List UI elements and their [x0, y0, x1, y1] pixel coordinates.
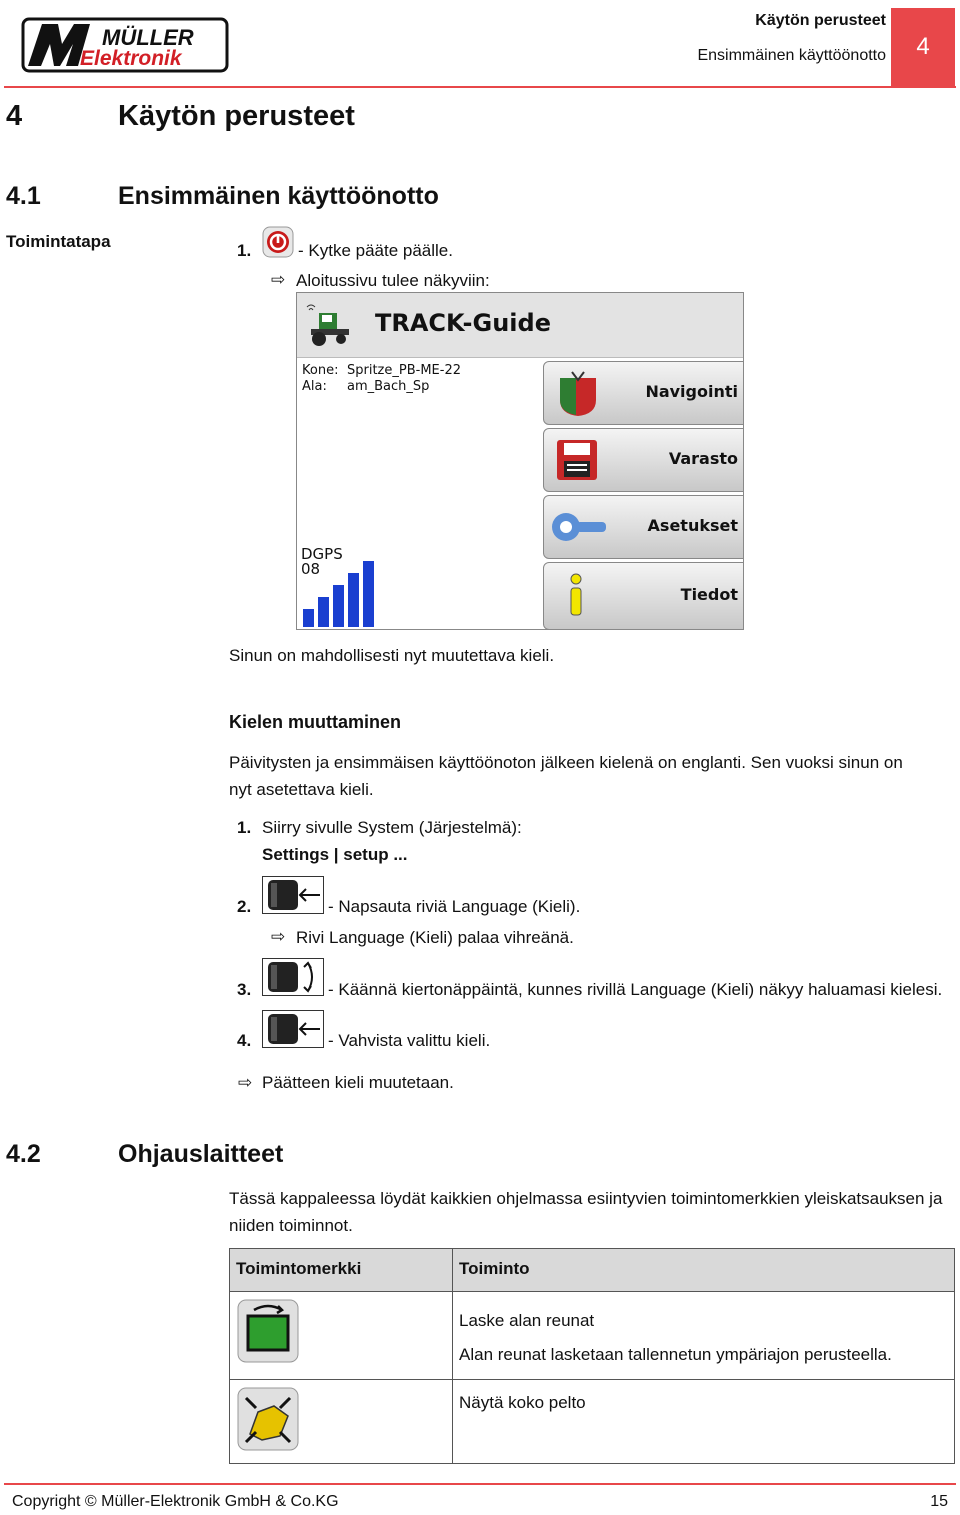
wrench-icon	[550, 508, 608, 546]
rotary-knob-press-icon	[262, 876, 324, 914]
menu-button-label: Asetukset	[647, 516, 738, 535]
section-intro: Tässä kappaleessa löydät kaikkien ohjelmassa esiintyvien toimintomerkkien yleiskatsauksen ja niiden toiminnot.	[229, 1189, 943, 1235]
footer-rule	[4, 1483, 956, 1485]
signal-bar	[333, 585, 344, 627]
tractor-icon	[305, 301, 355, 349]
step-number: 2.	[237, 897, 252, 916]
step-text: - Käännä kiertonäppäintä, kunnes rivillä Language (Kieli) näkyy haluamasi kielesi.	[328, 980, 943, 999]
field-boundary-icon	[236, 1298, 300, 1364]
final-result-text: Päätteen kieli muutetaan.	[262, 1073, 454, 1092]
signal-bar	[363, 561, 374, 627]
menu-button-varasto[interactable]	[543, 428, 744, 492]
step-number: 1.	[237, 241, 252, 260]
result-arrow-icon: ⇨	[271, 270, 286, 289]
language-heading: Kielen muuttaminen	[229, 712, 402, 732]
signal-bar	[318, 597, 329, 627]
rotary-knob-turn-icon	[262, 958, 324, 996]
header-section-title: Ensimmäinen käyttöönotto	[697, 47, 886, 64]
table-cell-icon	[230, 1380, 453, 1464]
power-icon	[262, 226, 294, 258]
terminal-start-screen	[296, 292, 744, 630]
kone-label: Kone:	[302, 363, 339, 378]
result-arrow-icon: ⇨	[271, 927, 286, 946]
info-icon	[566, 573, 586, 617]
logo-text-bottom: Elektronik	[80, 47, 182, 70]
step-text: - Kytke pääte päälle.	[298, 241, 453, 260]
logo-text-top: MÜLLER	[102, 25, 194, 50]
section-number: 4.2	[6, 1140, 41, 1168]
menu-button-tiedot[interactable]	[543, 562, 744, 630]
header-chapter-title: Käytön perusteet	[755, 12, 886, 29]
gps-value: 08	[301, 560, 321, 578]
function-description: Alan reunat lasketaan tallennetun ympäriajon perusteella.	[459, 1345, 892, 1364]
section-title: Ensimmäinen käyttöönotto	[118, 182, 439, 210]
show-whole-field-icon	[236, 1386, 300, 1452]
language-note: Sinun on mahdollisesti nyt muutettava kieli.	[229, 646, 555, 665]
step-text: Siirry sivulle System (Järjestelmä):	[262, 818, 522, 837]
result-text: Aloitussivu tulee näkyviin:	[296, 271, 490, 290]
function-symbol-table	[229, 1248, 955, 1464]
menu-button-asetukset[interactable]	[543, 495, 744, 559]
signal-bar	[348, 573, 359, 627]
menu-button-label: Navigointi	[645, 382, 738, 401]
table-row	[230, 1292, 955, 1380]
chapter-title: Käytön perusteet	[118, 100, 355, 132]
header-rule	[4, 86, 956, 88]
screen-title: TRACK-Guide	[375, 309, 551, 337]
ala-label: Ala:	[302, 379, 327, 394]
step-number: 4.	[237, 1031, 252, 1050]
function-title: Näytä koko pelto	[459, 1393, 586, 1412]
rotary-knob-press-icon	[262, 1010, 324, 1048]
ala-value: am_Bach_Sp	[347, 379, 430, 394]
step-number: 1.	[237, 818, 252, 837]
company-logo	[20, 16, 230, 74]
step-text: - Napsauta riviä Language (Kieli).	[328, 897, 581, 916]
table-row	[230, 1380, 955, 1464]
function-title: Laske alan reunat	[459, 1311, 595, 1330]
header-chapter-badge: 4	[891, 8, 955, 86]
gps-label: DGPS	[301, 545, 343, 563]
kone-value: Spritze_PB-ME-22	[347, 363, 461, 378]
signal-bar	[303, 609, 314, 627]
table-header: Toiminto	[453, 1249, 955, 1292]
table-cell-text	[453, 1380, 955, 1464]
section-title: Ohjauslaitteet	[118, 1140, 284, 1168]
step-number: 3.	[237, 980, 252, 999]
field-navigation-icon	[554, 370, 602, 418]
language-intro: Päivitysten ja ensimmäisen käyttöönoton jälkeen kielenä on englanti. Sen vuoksi sinun on nyt asetettava kieli.	[229, 753, 903, 799]
margin-label: Toimintatapa	[6, 232, 111, 251]
result-text: Rivi Language (Kieli) palaa vihreänä.	[296, 928, 574, 947]
page-number: 15	[930, 1493, 948, 1510]
step-text: - Vahvista valittu kieli.	[328, 1031, 491, 1050]
result-arrow-icon: ⇨	[238, 1073, 253, 1092]
chapter-number: 4	[6, 100, 23, 132]
settings-path: Settings | setup ...	[262, 845, 408, 864]
table-header: Toimintomerkki	[230, 1249, 453, 1292]
footer-copyright: Copyright © Müller-Elektronik GmbH & Co.KG	[12, 1493, 339, 1510]
table-cell-text	[453, 1292, 955, 1380]
menu-button-navigointi[interactable]	[543, 361, 744, 425]
floppy-disk-icon	[556, 439, 598, 481]
section-number: 4.1	[6, 182, 41, 210]
signal-strength-icon	[303, 557, 379, 627]
menu-button-label: Varasto	[668, 449, 738, 468]
menu-button-label: Tiedot	[680, 585, 738, 604]
table-cell-icon	[230, 1292, 453, 1380]
